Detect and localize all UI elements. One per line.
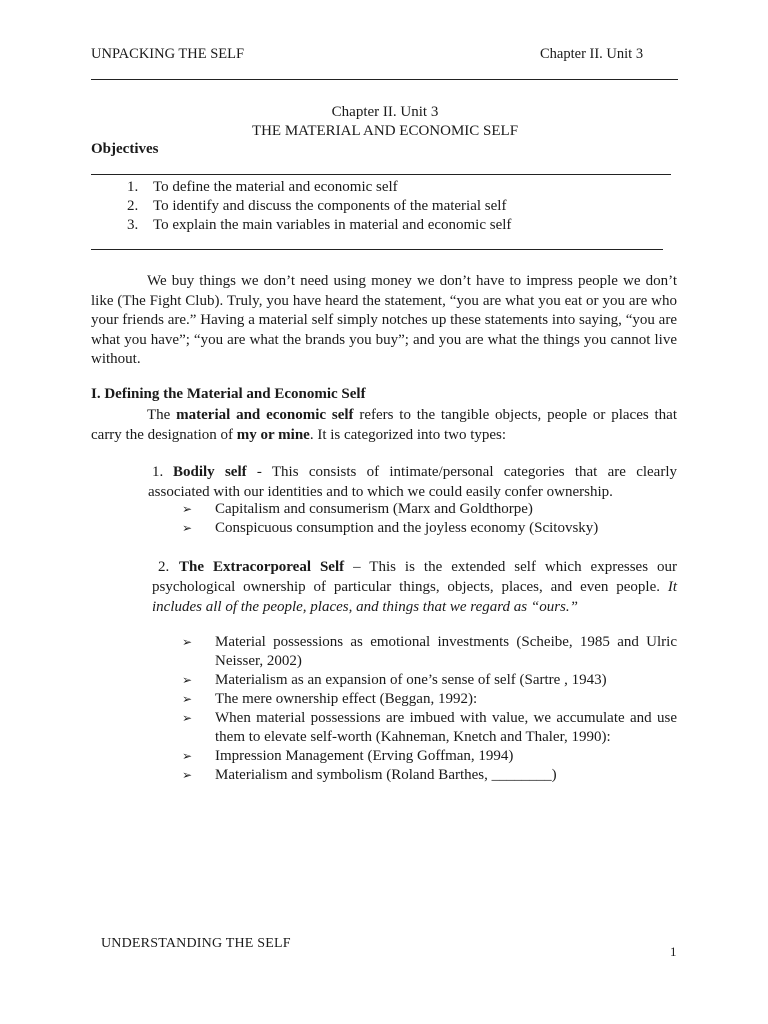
- running-header-left: UNPACKING THE SELF: [91, 46, 245, 62]
- extracorporeal-self-paragraph: 2. The Extracorporeal Self – This is the extended self which expresses our psychological ownership of particular things, objects, places, and even people. It includes all of the people, places, and things that we regard as “ours.”: [152, 559, 677, 615]
- objective-item: 2. To identify and discuss the components of the material self: [127, 198, 507, 214]
- arrow-bullet-icon: ➢: [182, 768, 193, 782]
- section-heading: I. Defining the Material and Economic Self: [91, 386, 366, 402]
- page-number: 1: [670, 944, 677, 959]
- list-item: ➢ The mere ownership effect (Beggan, 1992):: [182, 691, 478, 707]
- arrow-bullet-icon: ➢: [182, 502, 193, 516]
- list-item: ➢ Materialism as an expansion of one’s sense of self (Sartre , 1943): [182, 672, 607, 688]
- definition-paragraph: The material and economic self refers to the tangible objects, people or places that carry the designation of my or mine. It is categorized into two types:: [91, 407, 677, 443]
- intro-paragraph: We buy things we don’t need using money we don’t have to impress people we don’t like (The Fight Club). Truly, you have heard the statement, “you are what you eat or you are who your friends are.” Having a material self simply notches up these statements into saying, “you are what you have”; “you are what the brands you buy”; and you are what the things you cannot live without.: [91, 273, 677, 367]
- arrow-bullet-icon: ➢: [182, 692, 193, 706]
- arrow-bullet-icon: ➢: [182, 673, 193, 687]
- objective-item: 1. To define the material and economic self: [127, 179, 398, 195]
- extracorporeal-self-bullets: [182, 633, 677, 785]
- list-item: ➢ Material possessions as emotional investments (Scheibe, 1985 and Ulric Neisser, 2002): [182, 634, 677, 669]
- objective-item: 3. To explain the main variables in material and economic self: [127, 217, 512, 233]
- list-item: ➢ Impression Management (Erving Goffman, 1994): [182, 748, 514, 764]
- objectives-top-rule: [91, 174, 671, 175]
- arrow-bullet-icon: ➢: [182, 749, 193, 763]
- objectives-heading: Objectives: [91, 141, 159, 157]
- list-item: ➢ Capitalism and consumerism (Marx and Goldthorpe): [182, 501, 533, 517]
- list-item: ➢ When material possessions are imbued with value, we accumulate and use them to elevate self-worth (Kahneman, Knetch and Thaler, 1990):: [182, 710, 677, 745]
- list-item: ➢ Materialism and symbolism (Roland Barthes, ________): [182, 767, 557, 783]
- bodily-self-paragraph: 1. Bodily self - This consists of intimate/personal categories that are clearly associated with our identities and to which we could easily confer ownership.: [148, 464, 678, 500]
- header-rule: [91, 79, 678, 80]
- objectives-list: [127, 178, 511, 235]
- running-footer: UNDERSTANDING THE SELF: [101, 936, 291, 951]
- chapter-title: Chapter II. Unit 3: [331, 104, 439, 120]
- list-item: ➢ Conspicuous consumption and the joyless economy (Scitovsky): [182, 520, 599, 536]
- objectives-bottom-rule: [91, 249, 663, 250]
- unit-title: THE MATERIAL AND ECONOMIC SELF: [251, 123, 519, 139]
- arrow-bullet-icon: ➢: [182, 635, 193, 649]
- arrow-bullet-icon: ➢: [182, 521, 193, 535]
- bodily-self-bullets: [182, 500, 612, 538]
- arrow-bullet-icon: ➢: [182, 711, 193, 725]
- running-header-right: Chapter II. Unit 3: [540, 46, 644, 62]
